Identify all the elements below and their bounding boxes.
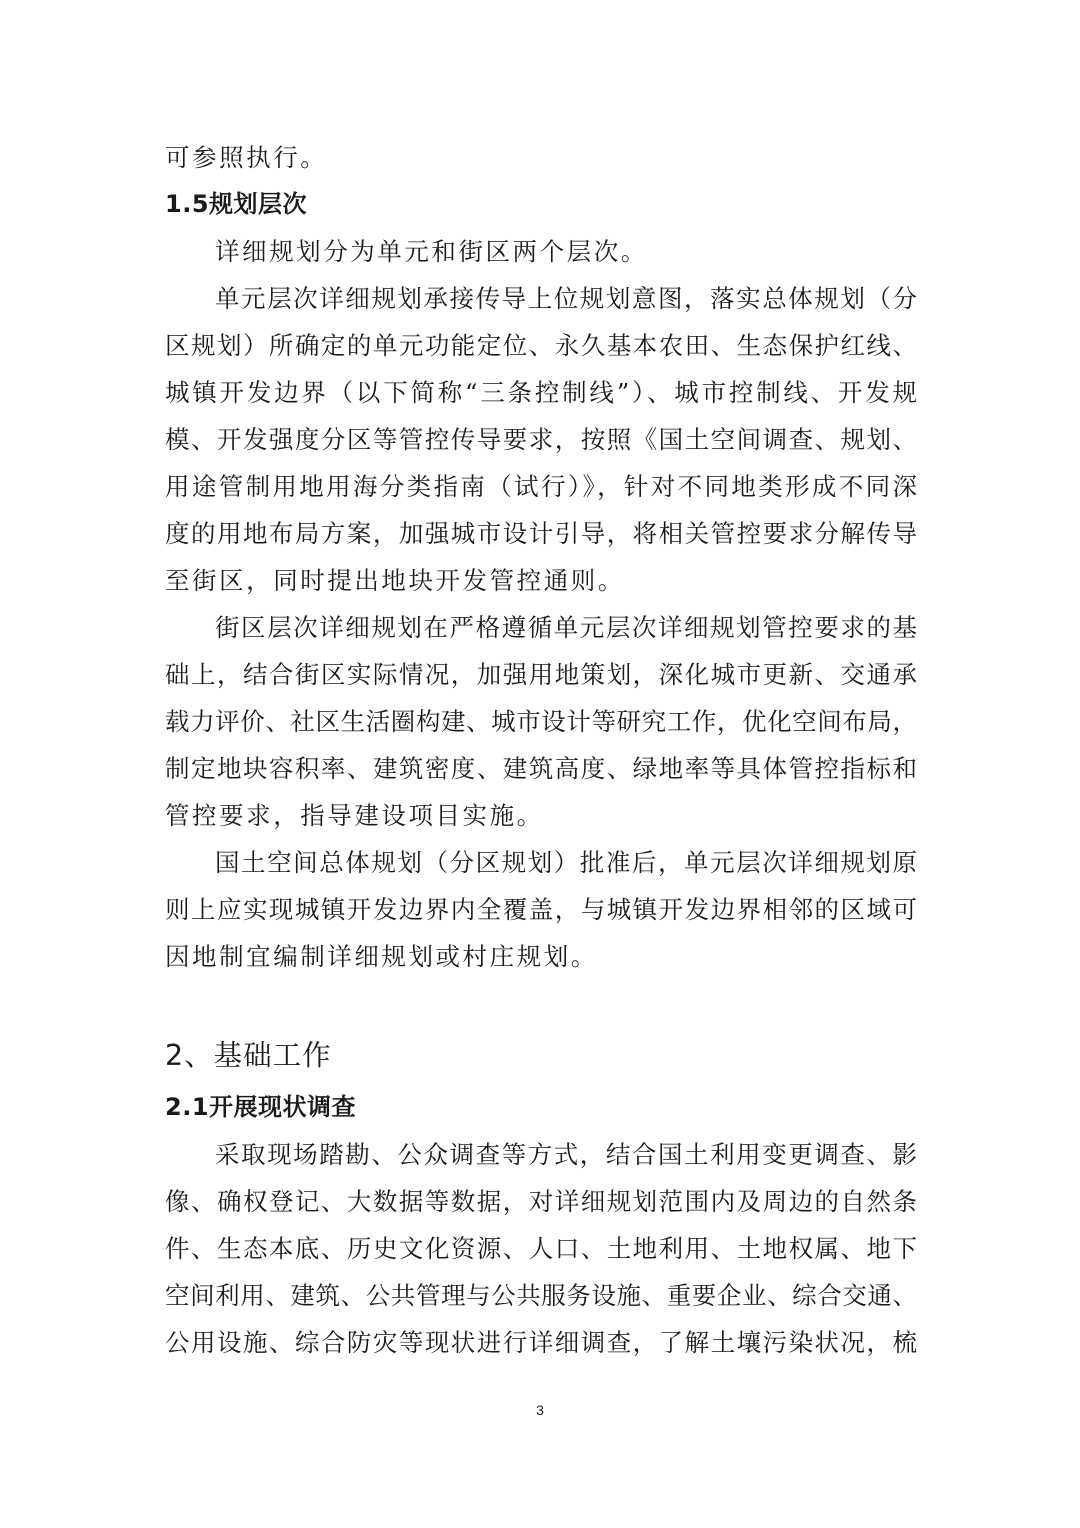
section-2-1-heading: 2.1开展现状调查 (165, 1093, 357, 1121)
text-line: 像、确权登记、大数据等数据，对详细规划范围内及周边的自然条 (165, 1187, 917, 1216)
text-line: 用途管制用地用海分类指南（试行）》，针对不同地类形成不同深 (165, 472, 917, 501)
paragraph-unit-level (165, 275, 917, 604)
text-line: 国土空间总体规划（分区规划）批准后，单元层次详细规划原 (215, 848, 917, 877)
text-line: 详细规划分为单元和街区两个层次。 (215, 237, 648, 266)
section-1-5-heading: 1.5规划层次 (165, 190, 308, 218)
paragraph-block-level (165, 604, 917, 839)
text-column (165, 134, 917, 1366)
paragraph-coverage (165, 839, 917, 980)
text-line: 则上应实现城镇开发边界内全覆盖，与城镇开发边界相邻的区域可 (165, 895, 917, 924)
text-line: 础上，结合街区实际情况，加强用地策划，深化城市更新、交通承 (165, 660, 917, 689)
text-line: 管控要求，指导建设项目实施。 (165, 801, 544, 830)
section-2-heading: 2、基础工作 (165, 1039, 332, 1072)
paragraph-survey (165, 1131, 917, 1366)
paragraph-levels-intro (165, 228, 917, 275)
page-number: 3 (536, 1402, 544, 1418)
text-line: 采取现场踏勘、公众调查等方式，结合国土利用变更调查、影 (215, 1140, 917, 1169)
text-line: 件、生态本底、历史文化资源、人口、土地利用、土地权属、地下 (165, 1234, 917, 1263)
text-line: 制定地块容积率、建筑密度、建筑高度、绿地率等具体管控指标和 (165, 754, 917, 783)
carryover-line: 可参照执行。 (165, 143, 328, 172)
text-line: 区规划）所确定的单元功能定位、永久基本农田、生态保护红线、 (165, 331, 917, 360)
text-line: 公用设施、综合防灾等现状进行详细调查，了解土壤污染状况，梳 (165, 1328, 917, 1357)
text-line: 度的用地布局方案，加强城市设计引导，将相关管控要求分解传导 (165, 519, 917, 548)
text-line: 空间利用、建筑、公共管理与公共服务设施、重要企业、综合交通、 (165, 1281, 917, 1310)
text-line: 至街区，同时提出地块开发管控通则。 (165, 566, 625, 595)
text-line: 因地制宜编制详细规划或村庄规划。 (165, 942, 598, 971)
text-line: 城镇开发边界（以下简称“三条控制线”）、城市控制线、开发规 (165, 378, 917, 407)
text-line: 街区层次详细规划在严格遵循单元层次详细规划管控要求的基 (215, 613, 917, 642)
text-line: 模、开发强度分区等管控传导要求，按照《国土空间调查、规划、 (165, 425, 917, 454)
text-line: 载力评价、社区生活圈构建、城市设计等研究工作，优化空间布局， (165, 707, 917, 736)
text-line: 单元层次详细规划承接传导上位规划意图，落实总体规划（分 (215, 284, 917, 313)
